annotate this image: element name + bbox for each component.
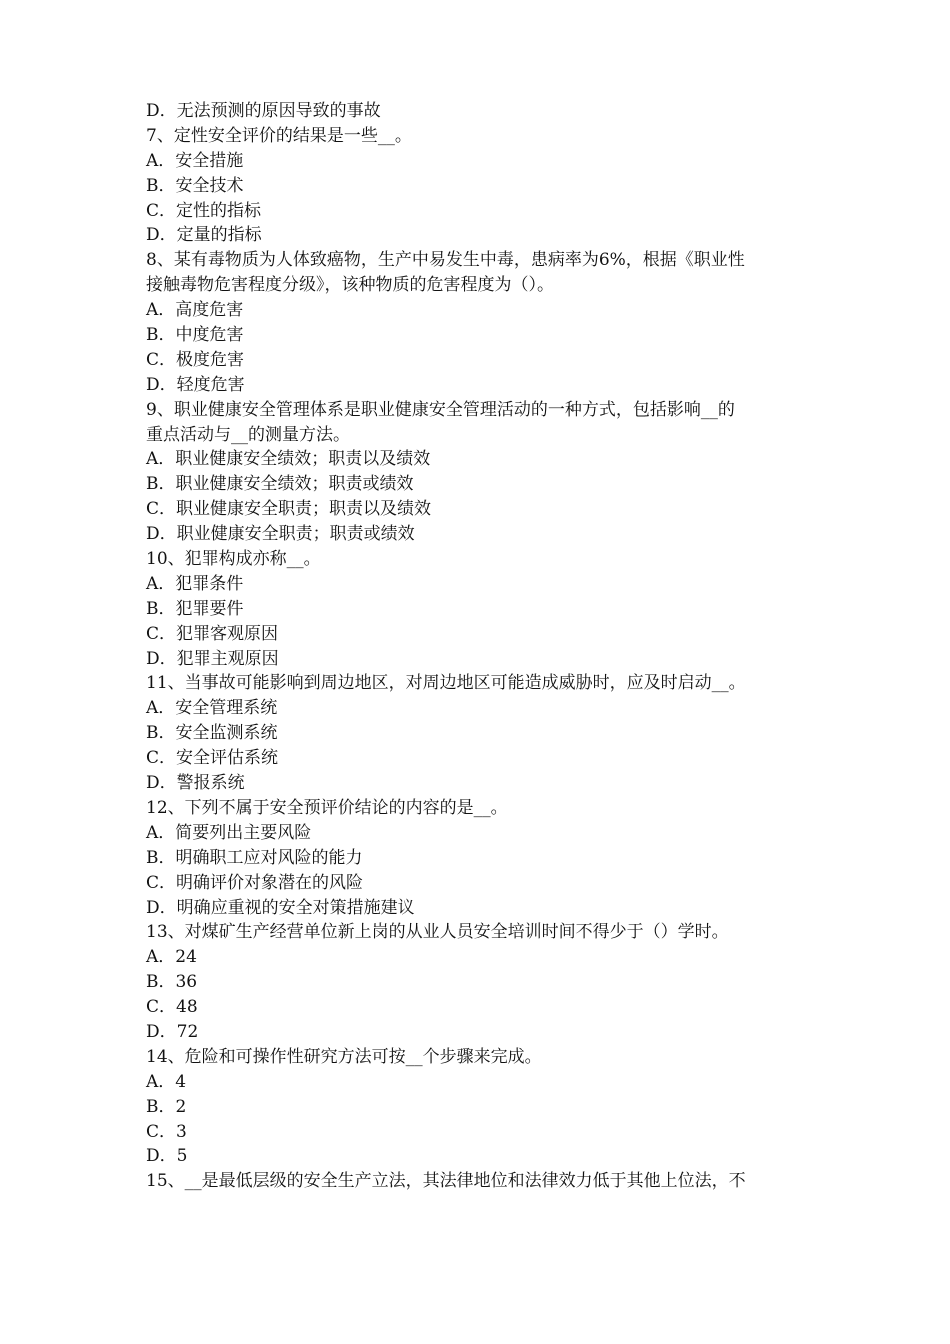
option-line: D．警报系统 bbox=[146, 773, 245, 794]
question-line: 10、犯罪构成亦称__。 bbox=[146, 549, 321, 570]
option-line: D．犯罪主观原因 bbox=[146, 648, 279, 669]
option-line: B．中度危害 bbox=[146, 325, 244, 346]
option-line: C．犯罪客观原因 bbox=[146, 623, 279, 644]
option-line: D．明确应重视的安全对策措施建议 bbox=[146, 897, 415, 918]
question-line: 12、下列不属于安全预评价结论的内容的是__。 bbox=[146, 797, 508, 818]
option-line: D．职业健康安全职责；职责或绩效 bbox=[146, 524, 415, 545]
question-line: 重点活动与__的测量方法。 bbox=[146, 424, 350, 445]
option-line: B．犯罪要件 bbox=[146, 598, 244, 619]
option-line: D．轻度危害 bbox=[146, 374, 245, 395]
option-line: D．72 bbox=[146, 1021, 199, 1042]
question-line: 接触毒物危害程度分级》，该种物质的危害程度为（）。 bbox=[146, 275, 554, 296]
option-line: A．安全措施 bbox=[146, 150, 244, 171]
option-line: A．4 bbox=[146, 1071, 187, 1092]
option-line: C．安全评估系统 bbox=[146, 748, 279, 769]
question-line: 14、危险和可操作性研究方法可按__个步骤来完成。 bbox=[146, 1046, 542, 1067]
option-line: C．明确评价对象潜在的风险 bbox=[146, 872, 364, 893]
option-line: C．职业健康安全职责；职责以及绩效 bbox=[146, 499, 432, 520]
question-line: 8、某有毒物质为人体致癌物，生产中易发生中毒，患病率为6%，根据《职业性 bbox=[146, 250, 745, 271]
option-line: C．极度危害 bbox=[146, 349, 245, 370]
option-line: D．定量的指标 bbox=[146, 225, 262, 246]
question-text-block bbox=[146, 99, 816, 1194]
option-line: A．24 bbox=[146, 947, 197, 968]
question-line: 7、定性安全评价的结果是一些__。 bbox=[146, 125, 412, 146]
option-line: B．36 bbox=[146, 972, 198, 993]
option-line: B．明确职工应对风险的能力 bbox=[146, 847, 363, 868]
option-line: A．安全管理系统 bbox=[146, 698, 278, 719]
option-line: D．无法预测的原因导致的事故 bbox=[146, 101, 381, 121]
question-line: 9、职业健康安全管理体系是职业健康安全管理活动的一种方式，包括影响__的 bbox=[146, 399, 735, 420]
option-line: B．安全技术 bbox=[146, 175, 244, 196]
question-line: 11、当事故可能影响到周边地区，对周边地区可能造成威胁时，应及时启动__。 bbox=[146, 673, 746, 694]
option-line: A．犯罪条件 bbox=[146, 573, 244, 594]
option-line: B．安全监测系统 bbox=[146, 723, 278, 744]
option-line: B．2 bbox=[146, 1096, 187, 1117]
question-line: 15、__是最低层级的安全生产立法，其法律地位和法律效力低于其他上位法，不 bbox=[146, 1171, 746, 1192]
option-line: C．48 bbox=[146, 997, 198, 1018]
option-line: A．职业健康安全绩效；职责以及绩效 bbox=[146, 449, 431, 470]
option-line: A．高度危害 bbox=[146, 300, 244, 321]
option-line: A．简要列出主要风险 bbox=[146, 822, 312, 843]
option-line: D．5 bbox=[146, 1146, 188, 1167]
option-line: B．职业健康安全绩效；职责或绩效 bbox=[146, 474, 414, 495]
question-line: 13、对煤矿生产经营单位新上岗的从业人员安全培训时间不得少于（）学时。 bbox=[146, 922, 729, 943]
option-line: C．定性的指标 bbox=[146, 200, 262, 221]
option-line: C．3 bbox=[146, 1121, 187, 1142]
